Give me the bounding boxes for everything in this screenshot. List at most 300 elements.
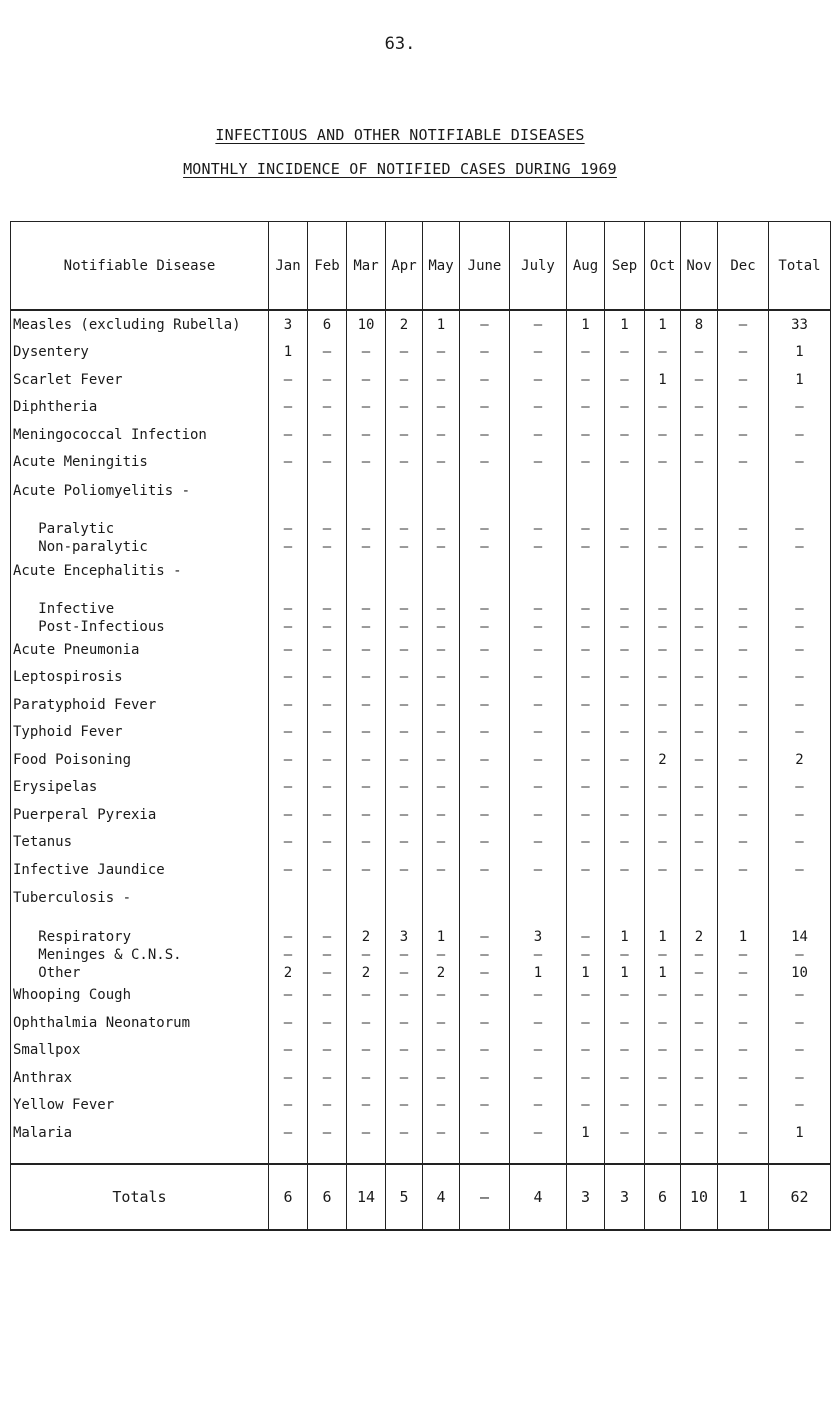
cell-feb: – xyxy=(308,1037,347,1065)
cell-june: – xyxy=(460,1009,510,1037)
cell-july: 1 xyxy=(510,964,567,982)
cell-total: – xyxy=(769,664,831,692)
cell-july: – xyxy=(510,339,567,367)
cell-june: – xyxy=(460,585,510,618)
table-row xyxy=(11,505,831,538)
cell-may: 1 xyxy=(423,913,460,946)
cell-apr: – xyxy=(386,505,423,538)
cell-aug xyxy=(567,884,605,913)
cell-oct xyxy=(645,884,681,913)
disease-name: Yellow Fever xyxy=(11,1092,269,1120)
cell-total: – xyxy=(769,774,831,802)
disease-name: Acute Encephalitis - xyxy=(11,556,269,585)
cell-nov: – xyxy=(681,585,718,618)
total-apr: 5 xyxy=(386,1164,423,1230)
column-header-mar: Mar xyxy=(347,222,386,311)
cell-total: – xyxy=(769,394,831,422)
cell-oct: – xyxy=(645,1009,681,1037)
cell-dec xyxy=(718,556,769,585)
cell-nov: – xyxy=(681,366,718,394)
cell-jan: – xyxy=(269,366,308,394)
table-category-row xyxy=(11,556,831,585)
cell-total: – xyxy=(769,691,831,719)
cell-may: – xyxy=(423,664,460,692)
cell-may: 1 xyxy=(423,310,460,339)
cell-sep: – xyxy=(605,829,645,857)
cell-oct: – xyxy=(645,636,681,664)
cell-jan: – xyxy=(269,746,308,774)
cell-jan: – xyxy=(269,664,308,692)
table-row xyxy=(11,1037,831,1065)
cell-sep xyxy=(605,556,645,585)
cell-june: – xyxy=(460,913,510,946)
cell-nov: – xyxy=(681,664,718,692)
cell-feb: – xyxy=(308,366,347,394)
cell-july: – xyxy=(510,636,567,664)
total-jan: 6 xyxy=(269,1164,308,1230)
cell-mar: – xyxy=(347,746,386,774)
cell-june: – xyxy=(460,746,510,774)
cell-july: – xyxy=(510,774,567,802)
cell-july: – xyxy=(510,664,567,692)
disease-name: Measles (excluding Rubella) xyxy=(11,310,269,339)
cell-oct: 1 xyxy=(645,366,681,394)
cell-may: – xyxy=(423,1092,460,1120)
cell-jan: – xyxy=(269,982,308,1010)
cell-aug: – xyxy=(567,585,605,618)
cell-may xyxy=(423,476,460,505)
cell-feb: – xyxy=(308,339,347,367)
cell-aug: – xyxy=(567,366,605,394)
cell-apr: – xyxy=(386,946,423,964)
cell-aug: – xyxy=(567,913,605,946)
cell-mar: – xyxy=(347,856,386,884)
cell-feb: – xyxy=(308,801,347,829)
cell-june: – xyxy=(460,339,510,367)
disease-name: Dysentery xyxy=(11,339,269,367)
cell-nov: – xyxy=(681,538,718,556)
cell-oct: 1 xyxy=(645,964,681,982)
cell-feb: – xyxy=(308,1119,347,1164)
cell-june: – xyxy=(460,1064,510,1092)
cell-nov: – xyxy=(681,774,718,802)
disease-name: Paratyphoid Fever xyxy=(11,691,269,719)
cell-feb: – xyxy=(308,636,347,664)
cell-mar: – xyxy=(347,1064,386,1092)
cell-oct: – xyxy=(645,1064,681,1092)
cell-mar: – xyxy=(347,449,386,477)
cell-july: – xyxy=(510,449,567,477)
cell-june: – xyxy=(460,1092,510,1120)
cell-nov: – xyxy=(681,856,718,884)
table-body xyxy=(11,310,831,1230)
cell-dec: – xyxy=(718,856,769,884)
cell-dec xyxy=(718,476,769,505)
disease-name: Paralytic xyxy=(11,505,269,538)
cell-oct: – xyxy=(645,585,681,618)
cell-apr: – xyxy=(386,664,423,692)
cell-may: – xyxy=(423,1064,460,1092)
cell-dec: – xyxy=(718,421,769,449)
cell-jan: – xyxy=(269,1064,308,1092)
cell-may: – xyxy=(423,746,460,774)
cell-june: – xyxy=(460,774,510,802)
cell-july: – xyxy=(510,1092,567,1120)
cell-aug: – xyxy=(567,946,605,964)
table-row xyxy=(11,856,831,884)
cell-sep: 1 xyxy=(605,964,645,982)
cell-total: – xyxy=(769,505,831,538)
cell-june: – xyxy=(460,449,510,477)
table-row xyxy=(11,636,831,664)
cell-apr: – xyxy=(386,636,423,664)
cell-apr: – xyxy=(386,1119,423,1164)
cell-total: – xyxy=(769,982,831,1010)
total-total: 62 xyxy=(769,1164,831,1230)
cell-mar: – xyxy=(347,538,386,556)
cell-july: – xyxy=(510,746,567,774)
cell-mar xyxy=(347,476,386,505)
cell-may: – xyxy=(423,339,460,367)
notifiable-diseases-table xyxy=(10,221,831,1231)
cell-aug: – xyxy=(567,1064,605,1092)
table-row xyxy=(11,913,831,946)
cell-nov: – xyxy=(681,801,718,829)
cell-feb: 6 xyxy=(308,310,347,339)
cell-oct: – xyxy=(645,1119,681,1164)
cell-july: – xyxy=(510,719,567,747)
cell-may: – xyxy=(423,1009,460,1037)
cell-total xyxy=(769,884,831,913)
cell-oct: – xyxy=(645,691,681,719)
cell-aug: – xyxy=(567,449,605,477)
cell-total: – xyxy=(769,1037,831,1065)
cell-july: 3 xyxy=(510,913,567,946)
cell-july: – xyxy=(510,310,567,339)
cell-may xyxy=(423,556,460,585)
cell-sep: 1 xyxy=(605,310,645,339)
page-number: 63. xyxy=(384,34,416,54)
cell-july xyxy=(510,556,567,585)
cell-jan: – xyxy=(269,719,308,747)
cell-sep: – xyxy=(605,691,645,719)
cell-total xyxy=(769,556,831,585)
cell-july: – xyxy=(510,585,567,618)
cell-mar: – xyxy=(347,394,386,422)
cell-total: – xyxy=(769,449,831,477)
cell-nov: 2 xyxy=(681,913,718,946)
cell-july: – xyxy=(510,618,567,636)
disease-name: Acute Meningitis xyxy=(11,449,269,477)
cell-oct: – xyxy=(645,1037,681,1065)
total-may: 4 xyxy=(423,1164,460,1230)
cell-jan: – xyxy=(269,1009,308,1037)
cell-oct: – xyxy=(645,829,681,857)
cell-apr: 3 xyxy=(386,913,423,946)
cell-jan: – xyxy=(269,856,308,884)
cell-jan: – xyxy=(269,505,308,538)
column-header-sep: Sep xyxy=(605,222,645,311)
cell-apr: – xyxy=(386,366,423,394)
cell-sep: 1 xyxy=(605,913,645,946)
cell-mar: – xyxy=(347,664,386,692)
cell-may: – xyxy=(423,1119,460,1164)
cell-nov: – xyxy=(681,421,718,449)
cell-july: – xyxy=(510,1064,567,1092)
cell-oct: 2 xyxy=(645,746,681,774)
cell-sep: – xyxy=(605,856,645,884)
cell-feb xyxy=(308,476,347,505)
cell-jan: – xyxy=(269,585,308,618)
cell-jan xyxy=(269,476,308,505)
cell-june: – xyxy=(460,829,510,857)
cell-aug: – xyxy=(567,394,605,422)
cell-apr: – xyxy=(386,394,423,422)
column-header-may: May xyxy=(423,222,460,311)
cell-may xyxy=(423,884,460,913)
cell-dec: – xyxy=(718,691,769,719)
cell-total: 10 xyxy=(769,964,831,982)
cell-nov: – xyxy=(681,1037,718,1065)
cell-dec: – xyxy=(718,1092,769,1120)
cell-june: – xyxy=(460,1037,510,1065)
cell-total: – xyxy=(769,719,831,747)
cell-total: 1 xyxy=(769,339,831,367)
cell-oct: – xyxy=(645,774,681,802)
total-sep: 3 xyxy=(605,1164,645,1230)
cell-mar: – xyxy=(347,801,386,829)
cell-sep xyxy=(605,476,645,505)
cell-dec: – xyxy=(718,1064,769,1092)
table-row xyxy=(11,801,831,829)
cell-apr: – xyxy=(386,691,423,719)
cell-jan: – xyxy=(269,829,308,857)
totals-label: Totals xyxy=(11,1164,269,1230)
cell-may: 2 xyxy=(423,964,460,982)
cell-july: – xyxy=(510,946,567,964)
cell-total: – xyxy=(769,1092,831,1120)
cell-july: – xyxy=(510,394,567,422)
cell-mar: – xyxy=(347,618,386,636)
table-row xyxy=(11,1009,831,1037)
column-header-jan: Jan xyxy=(269,222,308,311)
cell-june: – xyxy=(460,691,510,719)
cell-jan: – xyxy=(269,636,308,664)
cell-dec: – xyxy=(718,538,769,556)
cell-may: – xyxy=(423,856,460,884)
cell-may: – xyxy=(423,1037,460,1065)
cell-nov xyxy=(681,884,718,913)
cell-jan: 2 xyxy=(269,964,308,982)
cell-aug: – xyxy=(567,1009,605,1037)
cell-feb: – xyxy=(308,538,347,556)
cell-dec: – xyxy=(718,946,769,964)
cell-feb: – xyxy=(308,394,347,422)
cell-sep: – xyxy=(605,394,645,422)
cell-aug: – xyxy=(567,801,605,829)
cell-dec: – xyxy=(718,664,769,692)
table-row xyxy=(11,310,831,339)
cell-mar xyxy=(347,884,386,913)
cell-nov: – xyxy=(681,946,718,964)
cell-nov: – xyxy=(681,746,718,774)
cell-total: – xyxy=(769,1064,831,1092)
disease-name: Infective Jaundice xyxy=(11,856,269,884)
cell-dec: – xyxy=(718,505,769,538)
cell-may: – xyxy=(423,366,460,394)
cell-aug: – xyxy=(567,856,605,884)
cell-nov: – xyxy=(681,982,718,1010)
cell-apr: – xyxy=(386,746,423,774)
cell-dec xyxy=(718,884,769,913)
cell-feb: – xyxy=(308,1009,347,1037)
cell-aug: – xyxy=(567,1092,605,1120)
cell-oct: 1 xyxy=(645,913,681,946)
cell-june: – xyxy=(460,538,510,556)
cell-june: – xyxy=(460,366,510,394)
column-header-july: July xyxy=(510,222,567,311)
cell-nov: – xyxy=(681,618,718,636)
cell-total: – xyxy=(769,538,831,556)
cell-mar: – xyxy=(347,1037,386,1065)
cell-apr: – xyxy=(386,449,423,477)
cell-jan: – xyxy=(269,691,308,719)
cell-july: – xyxy=(510,1119,567,1164)
cell-july: – xyxy=(510,1009,567,1037)
cell-oct: 1 xyxy=(645,310,681,339)
cell-total xyxy=(769,476,831,505)
disease-name: Food Poisoning xyxy=(11,746,269,774)
cell-may: – xyxy=(423,618,460,636)
document-title: INFECTIOUS AND OTHER NOTIFIABLE DISEASES xyxy=(215,126,585,144)
cell-sep: – xyxy=(605,774,645,802)
cell-feb: – xyxy=(308,719,347,747)
cell-apr: – xyxy=(386,339,423,367)
cell-oct: – xyxy=(645,538,681,556)
cell-jan: – xyxy=(269,421,308,449)
cell-dec: – xyxy=(718,366,769,394)
cell-sep: – xyxy=(605,636,645,664)
cell-june: – xyxy=(460,801,510,829)
cell-total: 2 xyxy=(769,746,831,774)
cell-total: – xyxy=(769,421,831,449)
disease-name: Non-paralytic xyxy=(11,538,269,556)
table-row xyxy=(11,449,831,477)
table-row xyxy=(11,746,831,774)
total-oct: 6 xyxy=(645,1164,681,1230)
cell-mar: – xyxy=(347,719,386,747)
cell-june: – xyxy=(460,505,510,538)
table-row xyxy=(11,774,831,802)
cell-mar xyxy=(347,556,386,585)
table-row xyxy=(11,1092,831,1120)
total-dec: 1 xyxy=(718,1164,769,1230)
cell-july: – xyxy=(510,1037,567,1065)
cell-apr: – xyxy=(386,856,423,884)
disease-name: Typhoid Fever xyxy=(11,719,269,747)
cell-jan: – xyxy=(269,618,308,636)
document-subtitle: MONTHLY INCIDENCE OF NOTIFIED CASES DURING 1969 xyxy=(183,160,617,178)
cell-may: – xyxy=(423,585,460,618)
disease-name: Anthrax xyxy=(11,1064,269,1092)
cell-nov: – xyxy=(681,691,718,719)
cell-july: – xyxy=(510,538,567,556)
table-row xyxy=(11,1064,831,1092)
cell-mar: – xyxy=(347,339,386,367)
cell-apr xyxy=(386,556,423,585)
cell-nov: – xyxy=(681,1092,718,1120)
cell-july: – xyxy=(510,982,567,1010)
cell-sep: – xyxy=(605,719,645,747)
cell-dec: – xyxy=(718,1119,769,1164)
cell-feb: – xyxy=(308,746,347,774)
cell-apr: – xyxy=(386,421,423,449)
cell-nov: – xyxy=(681,394,718,422)
table-row xyxy=(11,366,831,394)
cell-aug xyxy=(567,476,605,505)
disease-name: Puerperal Pyrexia xyxy=(11,801,269,829)
column-header-june: June xyxy=(460,222,510,311)
table-row xyxy=(11,421,831,449)
disease-name: Meningococcal Infection xyxy=(11,421,269,449)
cell-sep: – xyxy=(605,339,645,367)
cell-oct: – xyxy=(645,339,681,367)
cell-aug: – xyxy=(567,505,605,538)
cell-dec: – xyxy=(718,1009,769,1037)
cell-june: – xyxy=(460,310,510,339)
cell-may: – xyxy=(423,982,460,1010)
cell-aug: – xyxy=(567,691,605,719)
disease-name: Acute Poliomyelitis - xyxy=(11,476,269,505)
cell-sep: – xyxy=(605,1064,645,1092)
cell-may: – xyxy=(423,774,460,802)
column-header-total: Total xyxy=(769,222,831,311)
cell-mar: 10 xyxy=(347,310,386,339)
cell-mar: – xyxy=(347,829,386,857)
cell-nov: – xyxy=(681,829,718,857)
cell-jan: – xyxy=(269,1092,308,1120)
table-row xyxy=(11,691,831,719)
cell-total: – xyxy=(769,618,831,636)
total-june: – xyxy=(460,1164,510,1230)
cell-aug: – xyxy=(567,982,605,1010)
cell-may: – xyxy=(423,801,460,829)
cell-sep: – xyxy=(605,1119,645,1164)
table-row xyxy=(11,719,831,747)
cell-june: – xyxy=(460,618,510,636)
cell-may: – xyxy=(423,394,460,422)
disease-name: Infective xyxy=(11,585,269,618)
cell-feb: – xyxy=(308,618,347,636)
cell-mar: – xyxy=(347,1092,386,1120)
cell-june: – xyxy=(460,946,510,964)
cell-feb xyxy=(308,884,347,913)
cell-aug: – xyxy=(567,636,605,664)
cell-aug: – xyxy=(567,774,605,802)
cell-july: – xyxy=(510,505,567,538)
cell-aug: 1 xyxy=(567,964,605,982)
cell-total: 14 xyxy=(769,913,831,946)
cell-aug xyxy=(567,556,605,585)
cell-june: – xyxy=(460,664,510,692)
cell-total: – xyxy=(769,585,831,618)
table-row xyxy=(11,1119,831,1164)
cell-apr xyxy=(386,476,423,505)
cell-nov: – xyxy=(681,339,718,367)
cell-dec: – xyxy=(718,719,769,747)
disease-name: Respiratory xyxy=(11,913,269,946)
cell-oct: – xyxy=(645,449,681,477)
